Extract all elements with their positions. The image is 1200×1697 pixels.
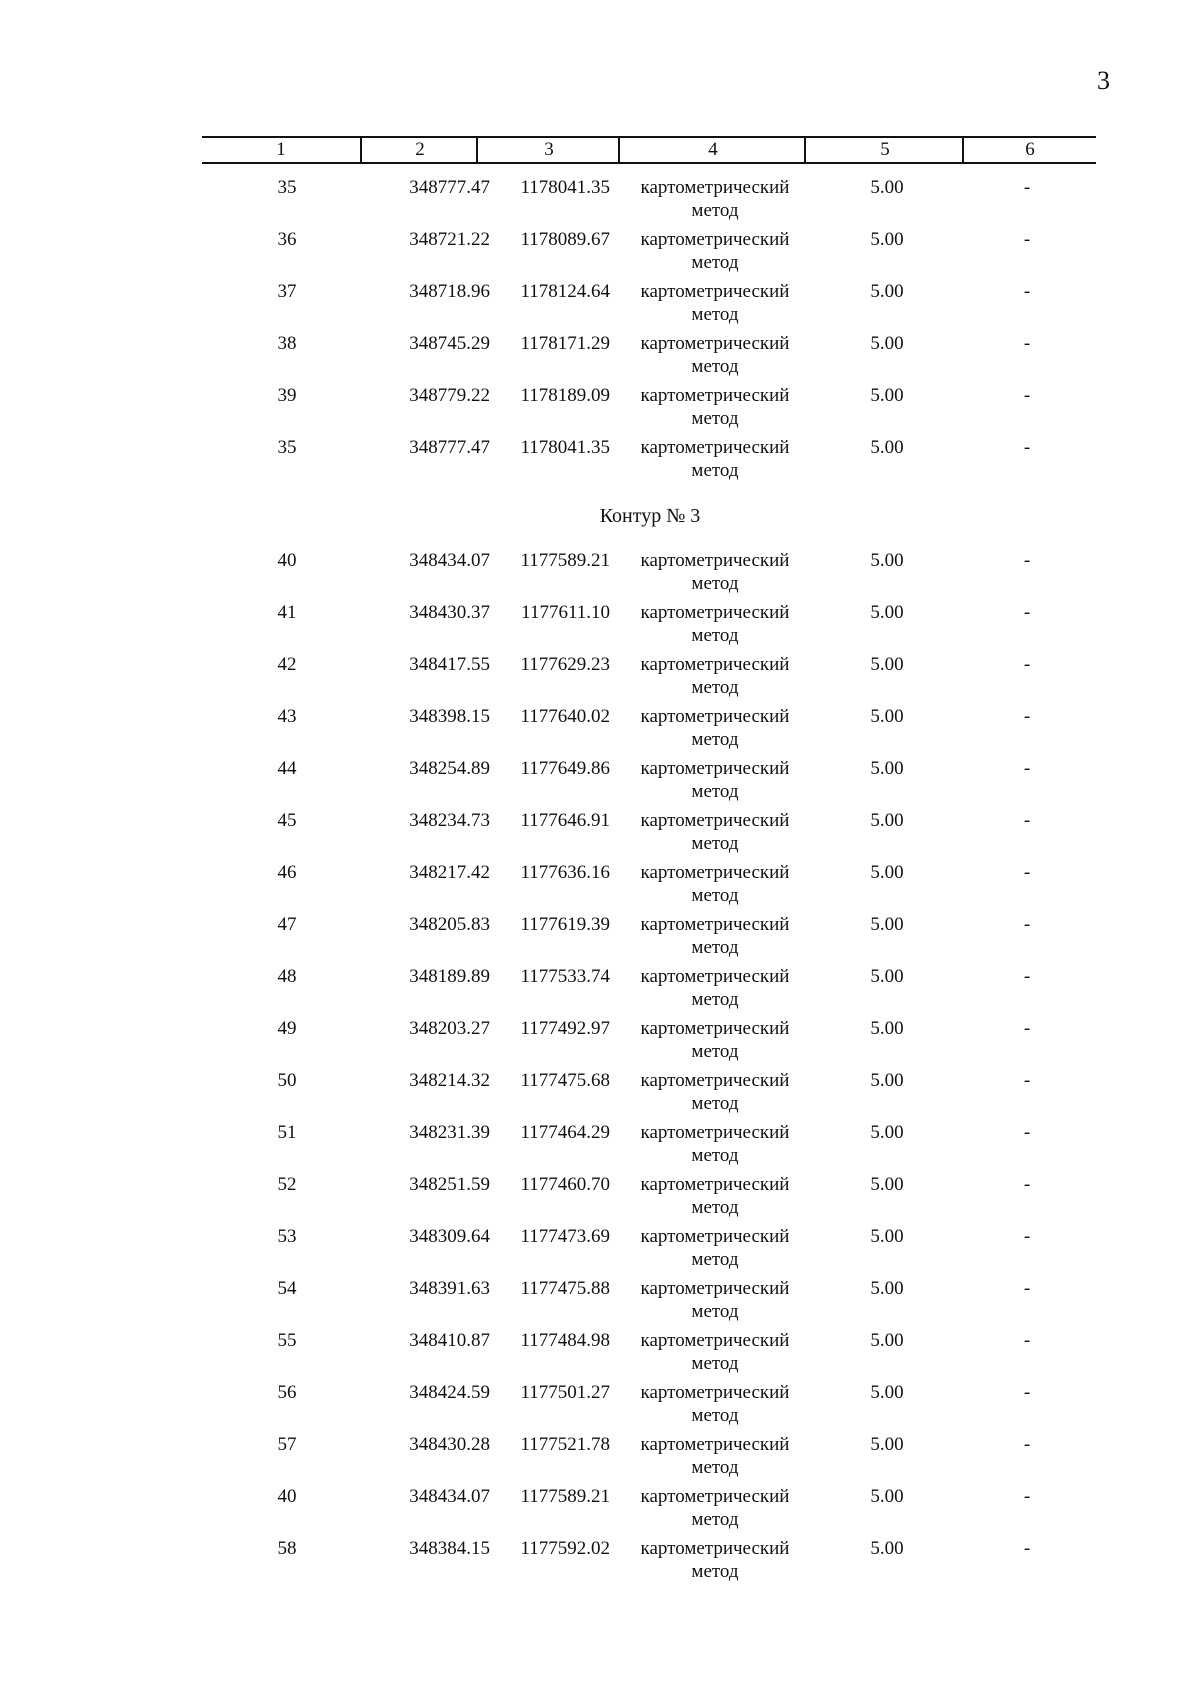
method-cell: картометрический метод [640, 706, 790, 750]
note-cell: - [1023, 1382, 1031, 1403]
accuracy-cell: 5.00 [870, 758, 904, 779]
table-row [0, 757, 1200, 809]
coordinate-x: 348189.89 [409, 966, 490, 987]
accuracy-cell: 5.00 [870, 385, 904, 406]
coordinate-x: 348205.83 [409, 914, 490, 935]
point-number: 35 [277, 437, 297, 458]
coordinate-x: 348721.22 [409, 229, 490, 250]
note-cell: - [1023, 1330, 1031, 1351]
coordinate-x: 348203.27 [409, 1018, 490, 1039]
coordinate-y: 1177589.21 [520, 1486, 610, 1507]
coordinate-x: 348214.32 [409, 1070, 490, 1091]
point-number: 54 [277, 1278, 297, 1299]
point-number: 51 [277, 1122, 297, 1143]
table-row [0, 1329, 1200, 1381]
accuracy-cell: 5.00 [870, 1278, 904, 1299]
point-number: 46 [277, 862, 297, 883]
method-cell: картометрический метод [640, 862, 790, 906]
method-cell: картометрический метод [640, 229, 790, 273]
coordinate-x: 348410.87 [409, 1330, 490, 1351]
accuracy-cell: 5.00 [870, 1382, 904, 1403]
table-row [0, 332, 1200, 384]
note-cell: - [1023, 706, 1031, 727]
method-cell: картометрический метод [640, 810, 790, 854]
note-cell: - [1023, 914, 1031, 935]
point-number: 49 [277, 1018, 297, 1039]
section-title-text: Контур № 3 [599, 505, 701, 527]
point-number: 50 [277, 1070, 297, 1091]
table-row [0, 280, 1200, 332]
note-cell: - [1023, 1174, 1031, 1195]
accuracy-cell: 5.00 [870, 1330, 904, 1351]
point-number: 58 [277, 1538, 297, 1559]
coordinate-y: 1177629.23 [520, 654, 610, 675]
table-row [0, 913, 1200, 965]
accuracy-cell: 5.00 [870, 810, 904, 831]
section-title [0, 488, 1200, 549]
method-cell: картометрический метод [640, 1226, 790, 1270]
coordinates-table-body [0, 176, 1200, 1589]
contour-3-rows-group [0, 549, 1200, 1589]
accuracy-cell: 5.00 [870, 229, 904, 250]
table-row [0, 1485, 1200, 1537]
coordinate-x: 348234.73 [409, 810, 490, 831]
header-col-4: 4 [618, 138, 806, 162]
method-cell: картометрический метод [640, 1278, 790, 1322]
coordinate-y: 1177464.29 [520, 1122, 610, 1143]
coordinate-y: 1177646.91 [520, 810, 610, 831]
header-col-3: 3 [476, 138, 620, 162]
point-number: 37 [277, 281, 297, 302]
note-cell: - [1023, 177, 1031, 198]
table-row [0, 861, 1200, 913]
accuracy-cell: 5.00 [870, 437, 904, 458]
note-cell: - [1023, 437, 1031, 458]
coordinate-x: 348398.15 [409, 706, 490, 727]
coordinate-x: 348417.55 [409, 654, 490, 675]
coordinate-y: 1178189.09 [520, 385, 610, 406]
table-row [0, 1381, 1200, 1433]
note-cell: - [1023, 862, 1031, 883]
coordinate-x: 348231.39 [409, 1122, 490, 1143]
point-number: 44 [277, 758, 297, 779]
method-cell: картометрический метод [640, 1174, 790, 1218]
point-number: 43 [277, 706, 297, 727]
table-row [0, 809, 1200, 861]
coordinate-y: 1178041.35 [520, 177, 610, 198]
coordinate-x: 348309.64 [409, 1226, 490, 1247]
point-number: 41 [277, 602, 297, 623]
note-cell: - [1023, 1538, 1031, 1559]
point-number: 47 [277, 914, 297, 935]
table-row [0, 384, 1200, 436]
table-row [0, 1121, 1200, 1173]
point-number: 52 [277, 1174, 297, 1195]
table-row [0, 1069, 1200, 1121]
point-number: 48 [277, 966, 297, 987]
coordinate-x: 348430.37 [409, 602, 490, 623]
coordinate-x: 348424.59 [409, 1382, 490, 1403]
coordinate-y: 1178089.67 [520, 229, 610, 250]
note-cell: - [1023, 1122, 1031, 1143]
coordinate-y: 1177636.16 [520, 862, 610, 883]
header-col-5: 5 [804, 138, 964, 162]
note-cell: - [1023, 602, 1031, 623]
coordinate-y: 1177460.70 [520, 1174, 610, 1195]
accuracy-cell: 5.00 [870, 914, 904, 935]
coordinate-x: 348251.59 [409, 1174, 490, 1195]
note-cell: - [1023, 1226, 1031, 1247]
coordinate-y: 1177484.98 [520, 1330, 610, 1351]
coordinate-x: 348718.96 [409, 281, 490, 302]
coordinate-x: 348254.89 [409, 758, 490, 779]
accuracy-cell: 5.00 [870, 1486, 904, 1507]
table-row [0, 1433, 1200, 1485]
table-row [0, 436, 1200, 488]
table-row [0, 653, 1200, 705]
coordinate-x: 348745.29 [409, 333, 490, 354]
note-cell: - [1023, 229, 1031, 250]
note-cell: - [1023, 810, 1031, 831]
accuracy-cell: 5.00 [870, 654, 904, 675]
table-row [0, 965, 1200, 1017]
accuracy-cell: 5.00 [870, 550, 904, 571]
table-row [0, 1017, 1200, 1069]
accuracy-cell: 5.00 [870, 1122, 904, 1143]
table-row [0, 549, 1200, 601]
note-cell: - [1023, 1486, 1031, 1507]
coordinate-y: 1177475.88 [520, 1278, 610, 1299]
point-number: 39 [277, 385, 297, 406]
coordinate-x: 348434.07 [409, 1486, 490, 1507]
coordinate-x: 348434.07 [409, 550, 490, 571]
method-cell: картометрический метод [640, 758, 790, 802]
point-number: 57 [277, 1434, 297, 1455]
coordinate-y: 1177640.02 [520, 706, 610, 727]
table-row [0, 1277, 1200, 1329]
note-cell: - [1023, 550, 1031, 571]
note-cell: - [1023, 1070, 1031, 1091]
point-number: 40 [277, 550, 297, 571]
coordinate-x: 348430.28 [409, 1434, 490, 1455]
table-row [0, 1537, 1200, 1589]
accuracy-cell: 5.00 [870, 1434, 904, 1455]
coordinate-x: 348391.63 [409, 1278, 490, 1299]
table-row [0, 228, 1200, 280]
method-cell: картометрический метод [640, 1382, 790, 1426]
coordinate-y: 1177521.78 [520, 1434, 610, 1455]
coordinate-y: 1177533.74 [520, 966, 610, 987]
method-cell: картометрический метод [640, 1486, 790, 1530]
accuracy-cell: 5.00 [870, 1226, 904, 1247]
coordinate-x: 348384.15 [409, 1538, 490, 1559]
header-col-1: 1 [276, 139, 286, 160]
method-cell: картометрический метод [640, 1018, 790, 1062]
coordinate-y: 1177619.39 [520, 914, 610, 935]
accuracy-cell: 5.00 [870, 1018, 904, 1039]
accuracy-cell: 5.00 [870, 177, 904, 198]
coordinate-x: 348777.47 [409, 177, 490, 198]
point-number: 35 [277, 177, 297, 198]
coordinate-y: 1177589.21 [520, 550, 610, 571]
coordinate-x: 348779.22 [409, 385, 490, 406]
point-number: 38 [277, 333, 297, 354]
method-cell: картометрический метод [640, 281, 790, 325]
method-cell: картометрический метод [640, 654, 790, 698]
point-number: 55 [277, 1330, 297, 1351]
note-cell: - [1023, 966, 1031, 987]
method-cell: картометрический метод [640, 177, 790, 221]
note-cell: - [1023, 1018, 1031, 1039]
coordinate-y: 1177592.02 [520, 1538, 610, 1559]
accuracy-cell: 5.00 [870, 1538, 904, 1559]
coordinate-x: 348217.42 [409, 862, 490, 883]
table-header [202, 136, 1096, 164]
note-cell: - [1023, 654, 1031, 675]
coordinate-y: 1177492.97 [520, 1018, 610, 1039]
header-col-2: 2 [360, 138, 478, 162]
method-cell: картометрический метод [640, 1330, 790, 1374]
method-cell: картометрический метод [640, 1538, 790, 1582]
accuracy-cell: 5.00 [870, 1070, 904, 1091]
method-cell: картометрический метод [640, 1070, 790, 1114]
method-cell: картометрический метод [640, 550, 790, 594]
coordinate-y: 1177473.69 [520, 1226, 610, 1247]
point-number: 36 [277, 229, 297, 250]
contour-rows-group [0, 176, 1200, 488]
accuracy-cell: 5.00 [870, 862, 904, 883]
coordinate-y: 1177649.86 [520, 758, 610, 779]
point-number: 42 [277, 654, 297, 675]
note-cell: - [1023, 1434, 1031, 1455]
method-cell: картометрический метод [640, 1122, 790, 1166]
method-cell: картометрический метод [640, 602, 790, 646]
method-cell: картометрический метод [640, 385, 790, 429]
note-cell: - [1023, 758, 1031, 779]
coordinate-y: 1177611.10 [521, 602, 610, 623]
coordinate-y: 1178124.64 [520, 281, 610, 302]
accuracy-cell: 5.00 [870, 966, 904, 987]
coordinate-y: 1178041.35 [520, 437, 610, 458]
note-cell: - [1023, 281, 1031, 302]
method-cell: картометрический метод [640, 437, 790, 481]
method-cell: картометрический метод [640, 1434, 790, 1478]
note-cell: - [1023, 333, 1031, 354]
point-number: 53 [277, 1226, 297, 1247]
method-cell: картометрический метод [640, 914, 790, 958]
table-row [0, 1225, 1200, 1277]
accuracy-cell: 5.00 [870, 602, 904, 623]
accuracy-cell: 5.00 [870, 706, 904, 727]
accuracy-cell: 5.00 [870, 281, 904, 302]
note-cell: - [1023, 1278, 1031, 1299]
coordinate-y: 1177475.68 [520, 1070, 610, 1091]
header-col-6: 6 [962, 138, 1096, 162]
accuracy-cell: 5.00 [870, 333, 904, 354]
table-row [0, 1173, 1200, 1225]
accuracy-cell: 5.00 [870, 1174, 904, 1195]
coordinate-y: 1178171.29 [520, 333, 610, 354]
point-number: 45 [277, 810, 297, 831]
point-number: 40 [277, 1486, 297, 1507]
table-row [0, 176, 1200, 228]
coordinate-x: 348777.47 [409, 437, 490, 458]
point-number: 56 [277, 1382, 297, 1403]
method-cell: картометрический метод [640, 333, 790, 377]
table-row [0, 601, 1200, 653]
note-cell: - [1023, 385, 1031, 406]
method-cell: картометрический метод [640, 966, 790, 1010]
coordinate-y: 1177501.27 [520, 1382, 610, 1403]
table-row [0, 705, 1200, 757]
page-number: 3 [1097, 66, 1110, 95]
